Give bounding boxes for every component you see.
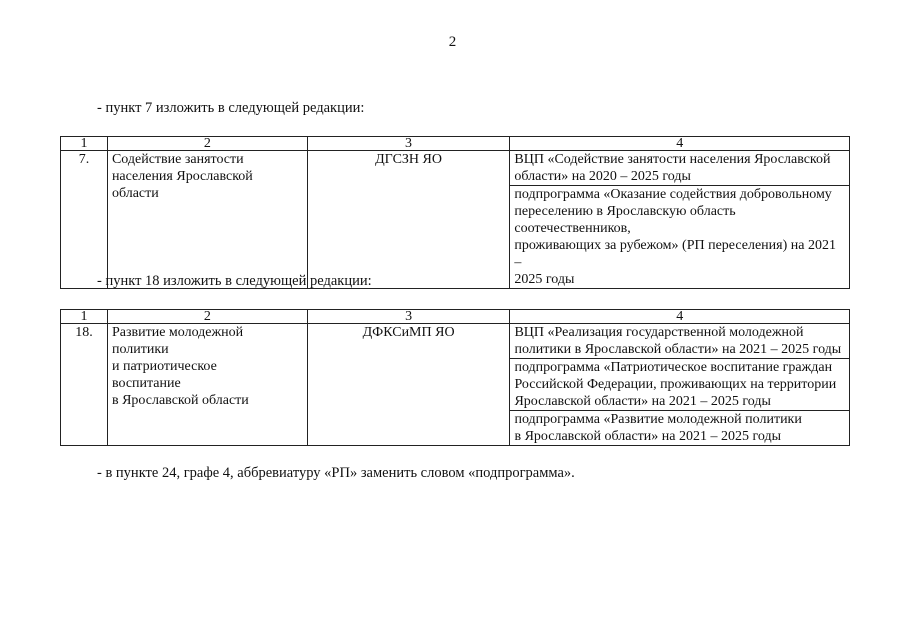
responsible-agency: ДГСЗН ЯО (307, 151, 510, 289)
programs-cell (510, 324, 850, 446)
instruction-point-24: - в пункте 24, графе 4, аббревиатуру «РП» заменить словом «подпрограмма». (97, 465, 575, 481)
program-item: ВЦП «Содействие занятости населения Ярославской области» на 2020 – 2025 годы (510, 151, 849, 186)
row-number: 18. (61, 324, 108, 446)
instruction-point-7: - пункт 7 изложить в следующей редакции: (97, 100, 365, 116)
table-row (61, 151, 850, 289)
table-row (61, 324, 850, 446)
table-header-row (61, 137, 850, 151)
program-item: подпрограмма «Оказание содействия добровольному переселению в Ярославскую область соотечественников, проживающих за рубежом» (РП переселения) на 2021 – 2025 годы (514, 187, 836, 287)
program-item: подпрограмма «Развитие молодежной политики в Ярославской области» на 2021 – 2025 годы (514, 412, 802, 444)
header-col-1: 1 (61, 137, 108, 151)
responsible-agency: ДФКСиМП ЯО (307, 324, 510, 446)
table-point-18 (60, 309, 850, 446)
table-header-row (61, 310, 850, 324)
header-col-3: 3 (307, 137, 510, 151)
programs-cell (510, 151, 850, 289)
row-number: 7. (61, 151, 108, 289)
header-col-2: 2 (107, 310, 307, 324)
activity-name: Развитие молодежной политики и патриотическое воспитание в Ярославской области (107, 324, 307, 446)
instruction-point-18: - пункт 18 изложить в следующей редакции: (97, 273, 372, 289)
page-number: 2 (448, 34, 457, 50)
header-col-4: 4 (510, 310, 850, 324)
header-col-2: 2 (107, 137, 307, 151)
activity-name: Содействие занятости населения Ярославской области (107, 151, 307, 289)
header-col-4: 4 (510, 137, 850, 151)
program-item: ВЦП «Реализация государственной молодежной политики в Ярославской области» на 2021 – 2025 годы (510, 324, 849, 359)
program-item: подпрограмма «Патриотическое воспитание граждан Российской Федерации, проживающих на территории Ярославской области» на 2021 – 2025 годы (510, 359, 849, 411)
header-col-3: 3 (307, 310, 510, 324)
table-point-7 (60, 136, 850, 289)
header-col-1: 1 (61, 310, 108, 324)
